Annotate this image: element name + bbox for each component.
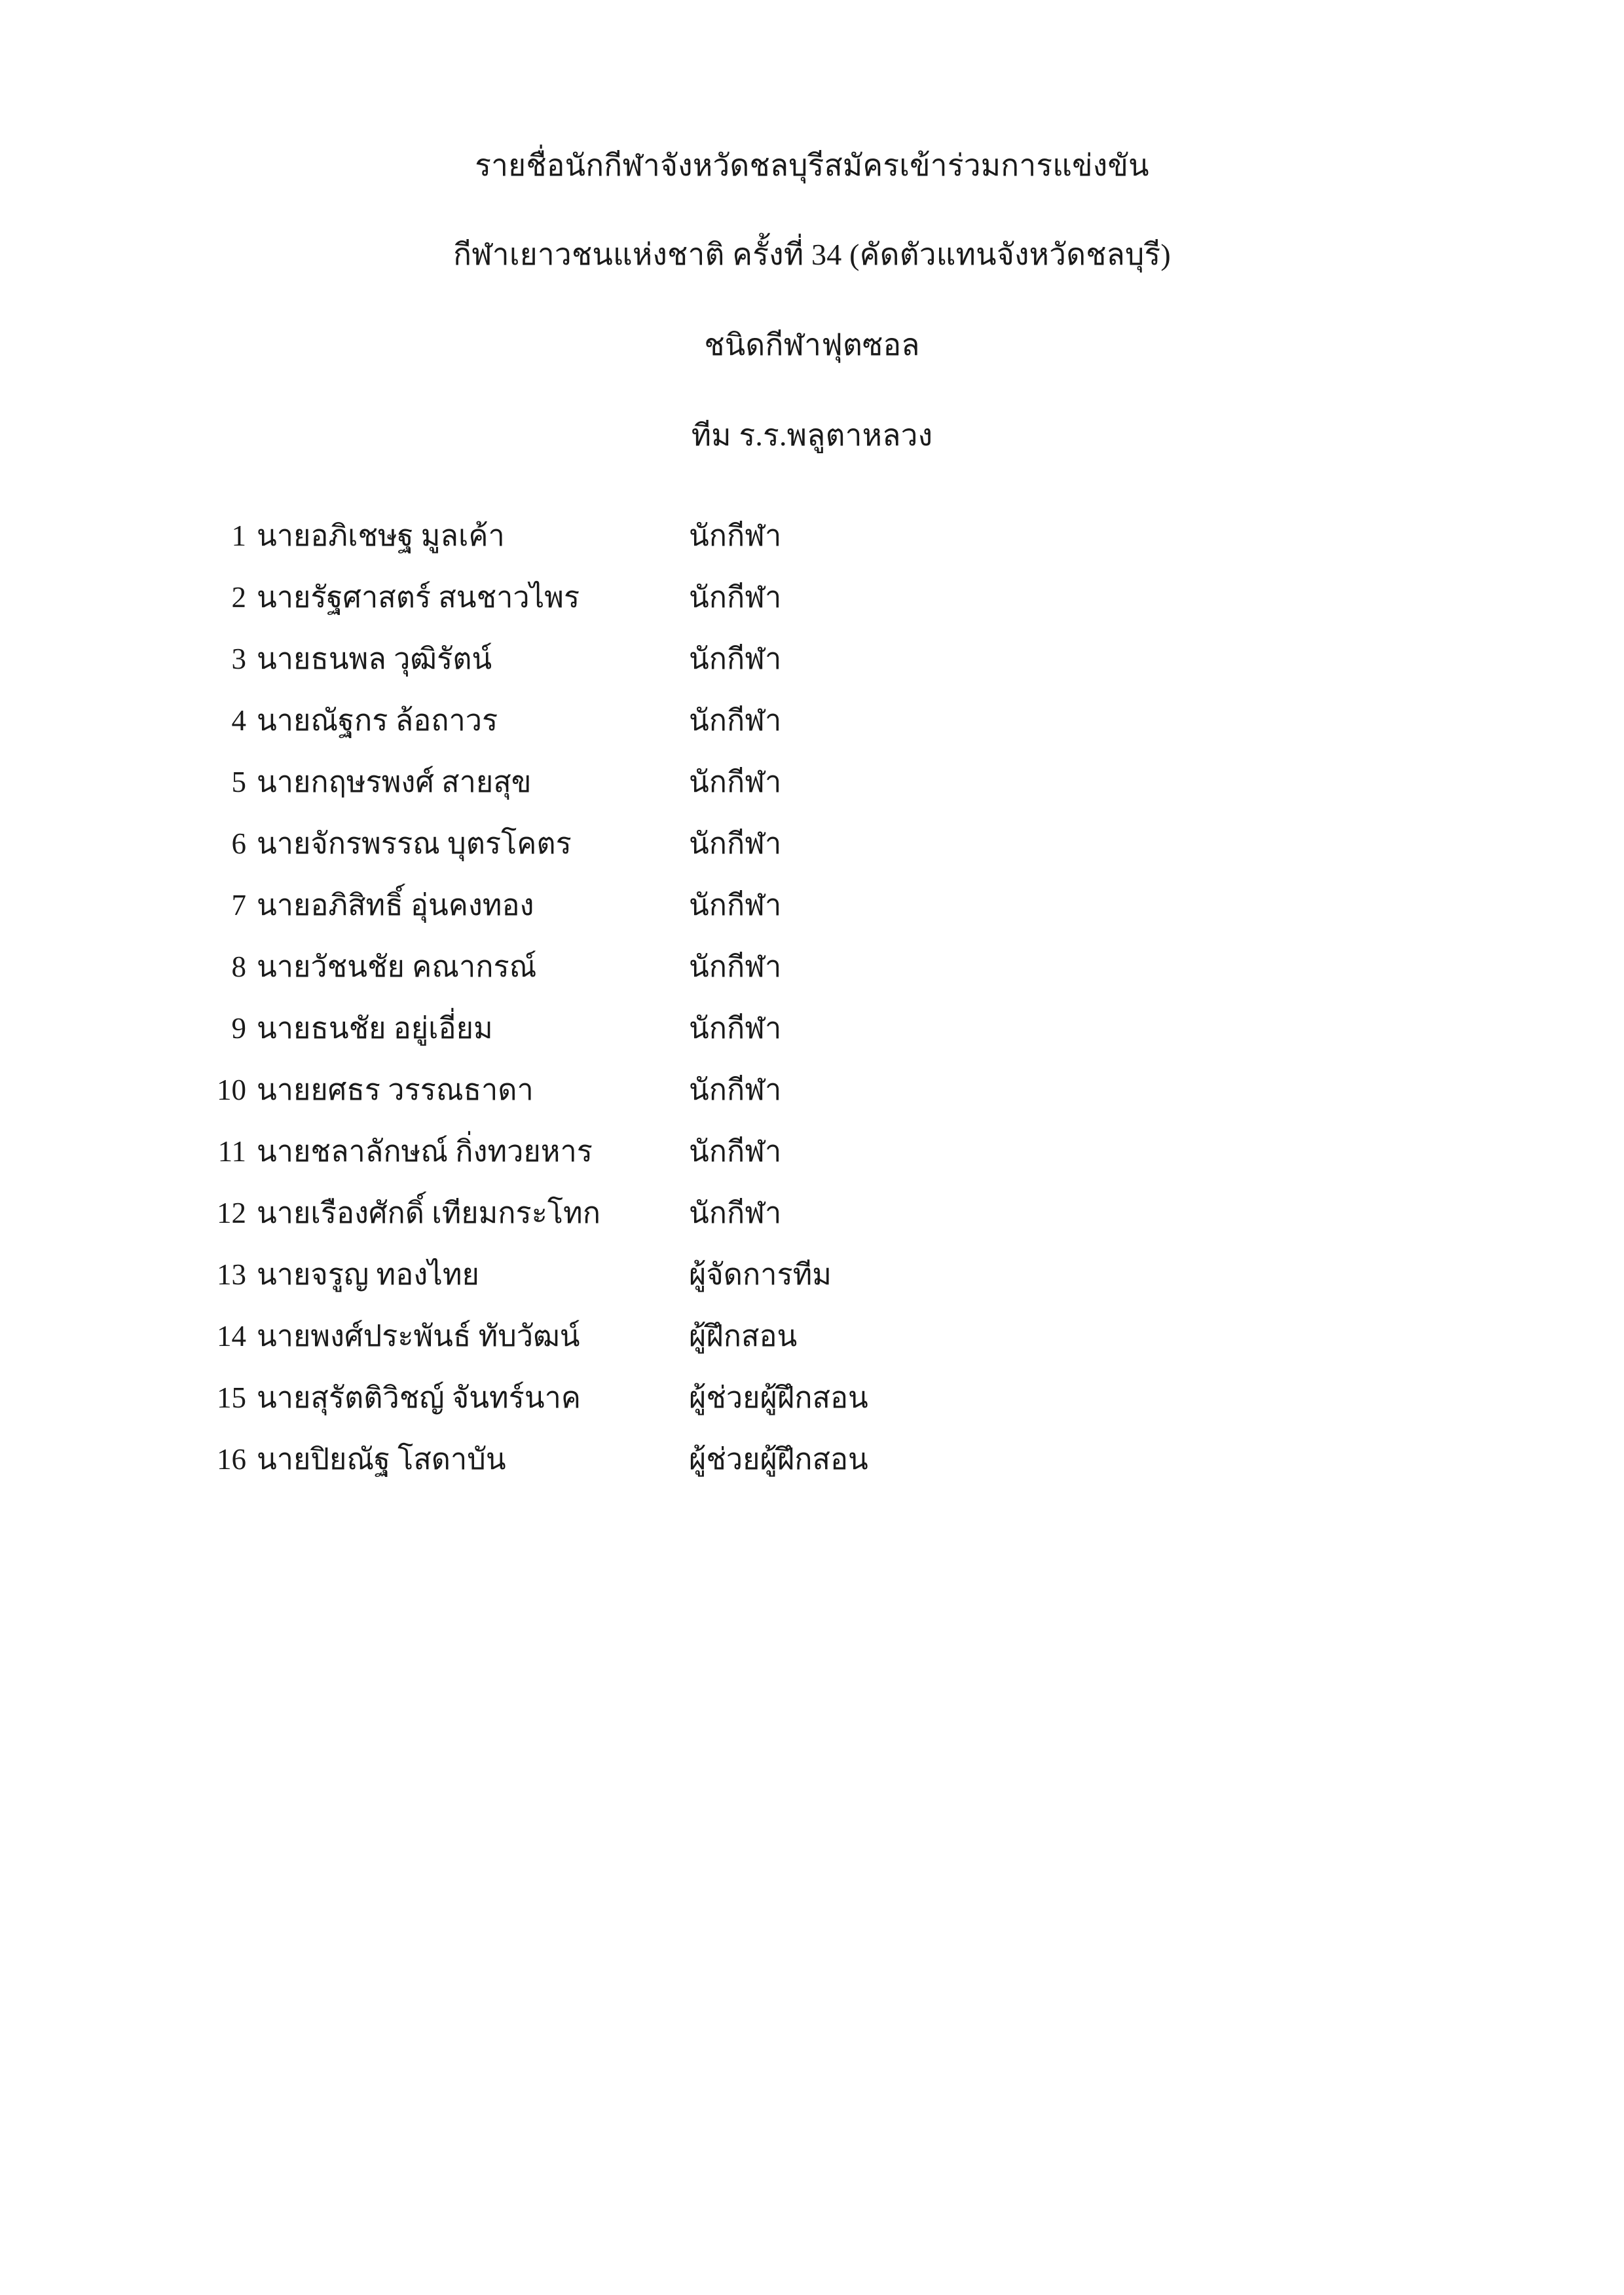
roster-number: 2	[231, 581, 246, 614]
roster-number: 15	[217, 1381, 246, 1414]
roster-name: นายยศธร วรรณธาดา	[257, 1073, 534, 1106]
roster-name: นายรัฐศาสตร์ สนชาวไพร	[257, 581, 580, 614]
roster-role: ผู้จัดการทีม	[689, 1258, 832, 1291]
roster-list	[196, 521, 1428, 1506]
list-item	[196, 1260, 1428, 1322]
roster-name: นายธนพล วุฒิรัตน์	[257, 643, 492, 675]
list-item	[196, 644, 1428, 706]
list-item	[196, 583, 1428, 644]
document-title-line-2: กีฬาเยาวชนแห่งชาติ ครั้งที่ 34 (คัดตัวแทนจังหวัดชลบุรี)	[453, 238, 1171, 271]
roster-number: 5	[231, 766, 246, 798]
roster-role: นักกีฬา	[689, 581, 782, 614]
list-item	[196, 1322, 1428, 1383]
roster-name: นายเรืองศักดิ์ เทียมกระโทก	[257, 1197, 600, 1229]
list-item	[196, 1075, 1428, 1137]
roster-role: นักกีฬา	[689, 950, 782, 983]
roster-role: นักกีฬา	[689, 827, 782, 860]
roster-role: ผู้ฝึกสอน	[689, 1320, 798, 1353]
roster-name: นายอภิสิทธิ์ อุ่นคงทอง	[257, 889, 534, 922]
list-item	[196, 952, 1428, 1014]
roster-name: นายพงศ์ประพันธ์ ทับวัฒน์	[257, 1320, 580, 1353]
roster-role: นักกีฬา	[689, 519, 782, 552]
roster-number: 3	[231, 643, 246, 675]
roster-role: นักกีฬา	[689, 1012, 782, 1045]
roster-name: นายชลาลักษณ์ กิ่งทวยหาร	[257, 1135, 593, 1168]
roster-number: 1	[231, 519, 246, 552]
roster-number: 10	[217, 1073, 246, 1106]
roster-number: 14	[217, 1320, 246, 1353]
roster-name: นายปิยณัฐ โสดาบัน	[257, 1443, 506, 1476]
list-item	[196, 891, 1428, 952]
roster-role: นักกีฬา	[689, 766, 782, 798]
roster-role: นักกีฬา	[689, 1073, 782, 1106]
roster-number: 9	[231, 1012, 246, 1045]
roster-name: นายอภิเชษฐ มูลเค้า	[257, 519, 505, 552]
roster-role: นักกีฬา	[689, 1135, 782, 1168]
roster-name: นายวัชนชัย คณากรณ์	[257, 950, 537, 983]
roster-role: นักกีฬา	[689, 1197, 782, 1229]
document-heading-block	[196, 151, 1428, 451]
roster-role: ผู้ช่วยผู้ฝึกสอน	[689, 1381, 868, 1414]
roster-role: นักกีฬา	[689, 704, 782, 737]
roster-name: นายจรูญ ทองไทย	[257, 1258, 479, 1291]
roster-number: 16	[217, 1443, 246, 1476]
roster-name: นายธนชัย อยู่เอี่ยม	[257, 1012, 493, 1045]
roster-number: 13	[217, 1258, 246, 1291]
roster-name: นายสุรัตติวิชญ์ จันทร์นาค	[257, 1381, 581, 1414]
roster-number: 8	[231, 950, 246, 983]
list-item	[196, 706, 1428, 768]
list-item	[196, 1199, 1428, 1260]
roster-number: 12	[217, 1197, 246, 1229]
roster-number: 6	[231, 827, 246, 860]
roster-number: 11	[217, 1135, 246, 1168]
list-item	[196, 1014, 1428, 1075]
roster-role: นักกีฬา	[689, 889, 782, 922]
list-item	[196, 1137, 1428, 1199]
list-item	[196, 768, 1428, 829]
list-item	[196, 1383, 1428, 1445]
roster-number: 4	[231, 704, 246, 737]
list-item	[196, 1445, 1428, 1506]
roster-name: นายกฤษรพงศ์ สายสุข	[257, 766, 532, 798]
roster-role: นักกีฬา	[689, 643, 782, 675]
roster-name: นายจักรพรรณ บุตรโคตร	[257, 827, 572, 860]
roster-role: ผู้ช่วยผู้ฝึกสอน	[689, 1443, 868, 1476]
roster-number: 7	[231, 889, 246, 922]
document-team-name: ทีม ร.ร.พลูตาหลวง	[691, 419, 933, 452]
document-title-line-1: รายชื่อนักกีฬาจังหวัดชลบุรีสมัครเข้าร่วมการแข่งขัน	[475, 149, 1149, 182]
document-sport-type: ชนิดกีฬาฟุตซอล	[704, 328, 920, 362]
roster-name: นายณัฐกร ล้อถาวร	[257, 704, 498, 737]
list-item	[196, 829, 1428, 891]
list-item	[196, 521, 1428, 583]
